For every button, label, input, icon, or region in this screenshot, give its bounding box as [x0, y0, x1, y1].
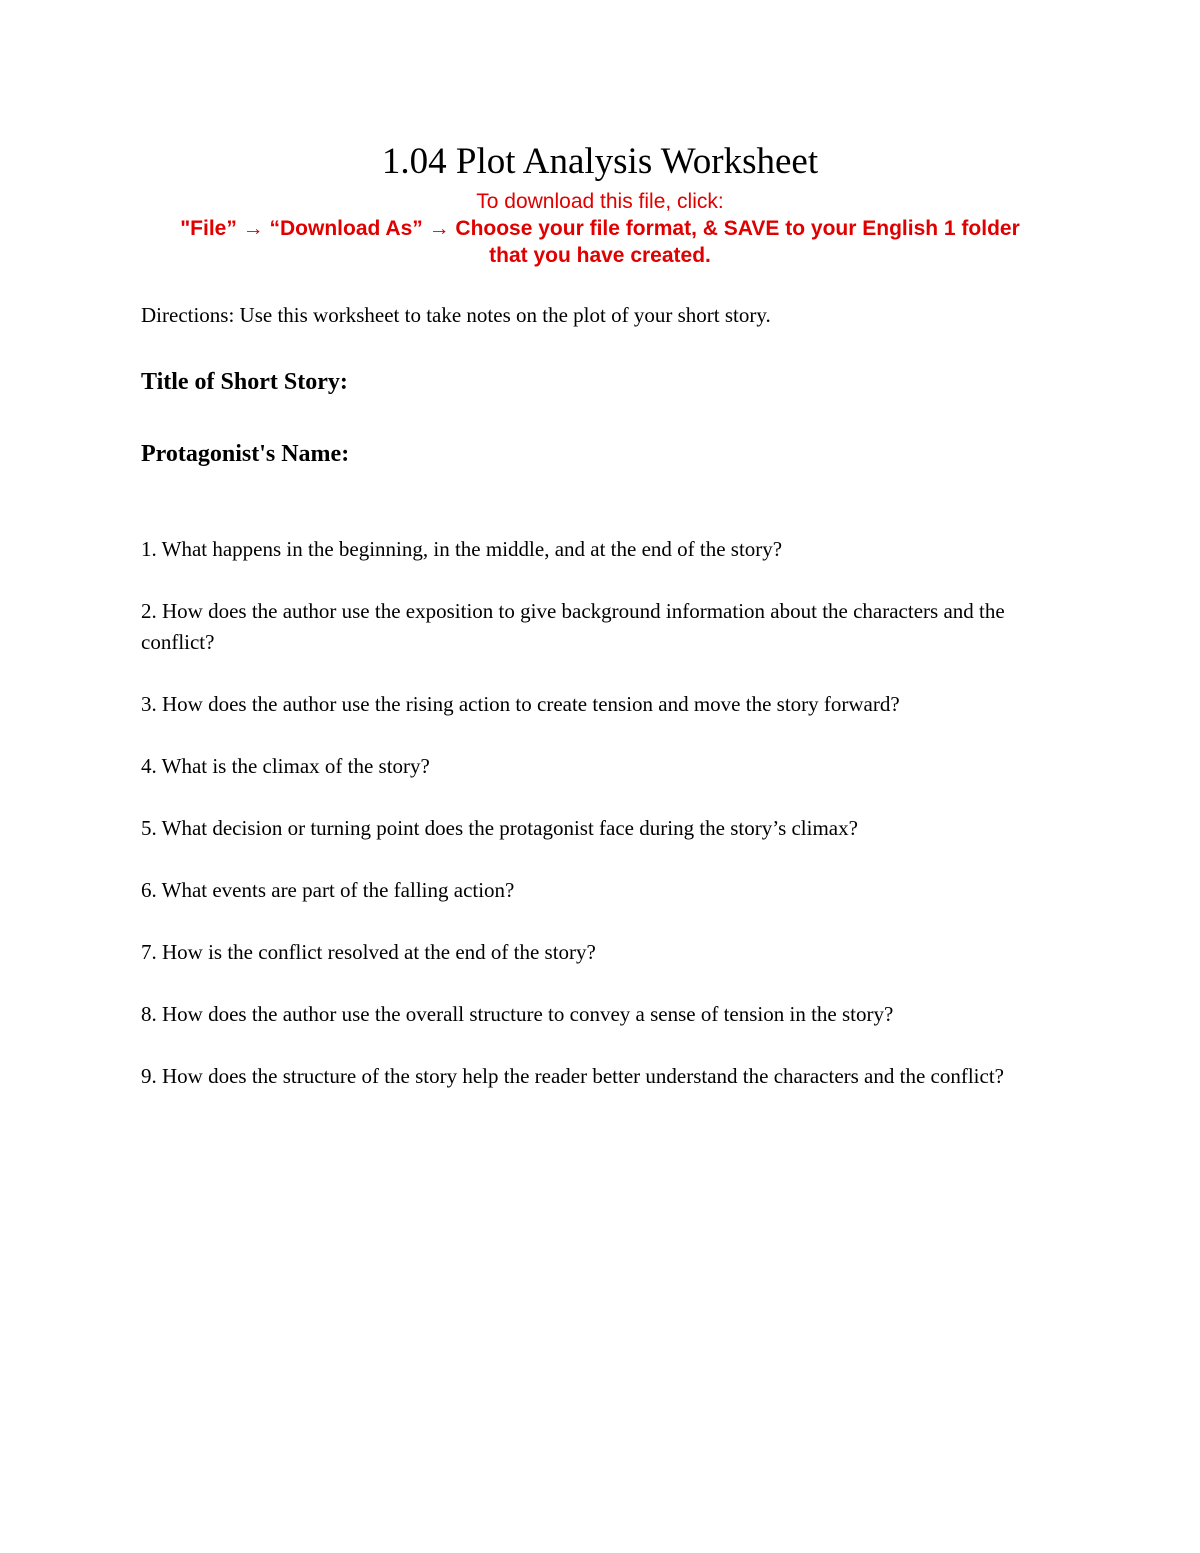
- download-note: [0, 188, 1200, 269]
- story-title-label: Title of Short Story:: [141, 369, 348, 395]
- directions-text: Directions: Use this worksheet to take notes on the plot of your short story.: [141, 303, 771, 327]
- question-item: 1. What happens in the beginning, in the middle, and at the end of the story?: [141, 537, 783, 561]
- download-instruction: To download this file, click:: [476, 190, 724, 213]
- question-item: 9. How does the structure of the story help the reader better understand the characters and the conflict?: [141, 1064, 1004, 1088]
- question-item: 6. What events are part of the falling action?: [141, 878, 515, 902]
- question-item: 7. How is the conflict resolved at the end of the story?: [141, 940, 596, 964]
- question-item: 2. How does the author use the exposition to give background information about the characters and the conflict?: [141, 599, 1005, 654]
- download-steps: "File” → “Download As” → Choose your file format, & SAVE to your English 1 folder that you have created.: [180, 217, 1020, 267]
- question-item: 4. What is the climax of the story?: [141, 754, 430, 778]
- question-list: [141, 534, 1051, 1123]
- question-item: 8. How does the author use the overall structure to convey a sense of tension in the story?: [141, 1002, 894, 1026]
- question-item: 5. What decision or turning point does the protagonist face during the story’s climax?: [141, 816, 858, 840]
- page-title: 1.04 Plot Analysis Worksheet: [381, 141, 819, 182]
- question-item: 3. How does the author use the rising action to create tension and move the story forward?: [141, 692, 900, 716]
- protagonist-name-label: Protagonist's Name:: [141, 441, 350, 467]
